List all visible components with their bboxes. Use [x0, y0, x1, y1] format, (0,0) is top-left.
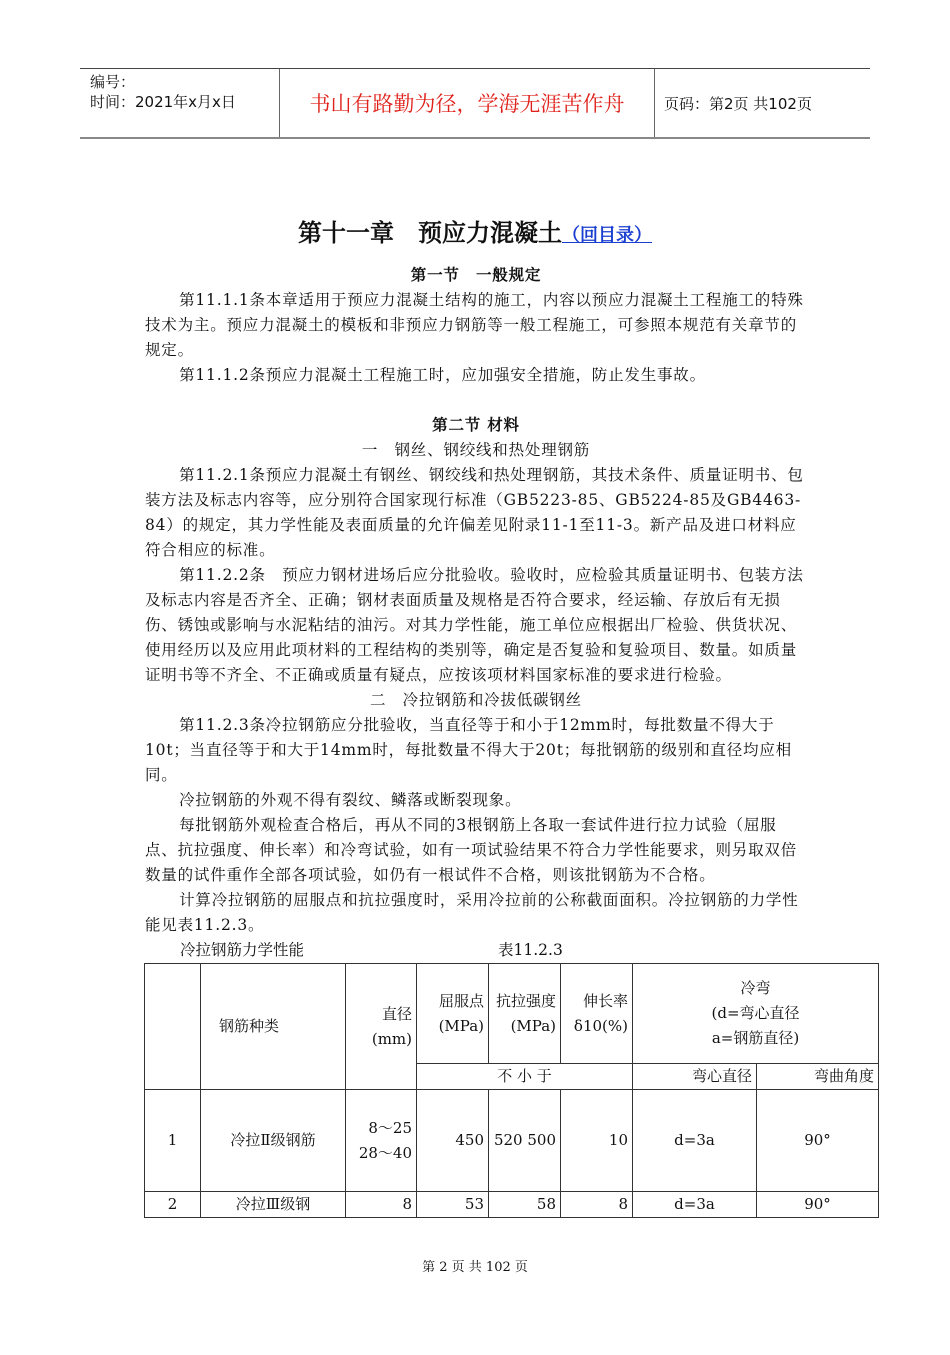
motto: 书山有路勤为径，学海无涯苦作舟 — [280, 69, 655, 137]
toc-link[interactable]: （回目录） — [562, 225, 652, 246]
header-bend-note: (d=弯心直径 — [711, 1004, 800, 1022]
header-bend-d: 弯心直径 — [633, 1064, 757, 1090]
header-bend-note: a=钢筋直径) — [711, 1029, 800, 1047]
cell-no: 1 — [145, 1090, 201, 1192]
table-caption: 冷拉钢筋力学性能 — [180, 941, 305, 959]
header-type: 钢筋种类 — [201, 964, 346, 1090]
cell-no: 2 — [145, 1192, 201, 1218]
subsection-heading: 一 钢丝、钢绞线和热处理钢筋 — [361, 441, 591, 459]
paragraph: 第11.1.2条预应力混凝土工程施工时，应加强安全措施，防止发生事故。 — [179, 366, 706, 384]
cell-angle: 90° — [757, 1192, 879, 1218]
paragraph: 第11.2.2条 预应力钢材进场后应分批验收。验收时，应检验其质量证明书、包装方法及标志内容是否齐全、正确；钢材表面质量及规格是否符合要求，经运输、存放后有无损伤、锈蚀或影响与水泥粘结的油污。对其力学性能，施工单位应根据出厂检验、供货状况、使用经历以及应用此项材料的工程结构的类别等，确定是否复验和复验项目、数量。如质量证明书等不齐全、不正确或质量有疑点，应按该项材料国家标准的要求进行检验。 — [145, 566, 804, 684]
table-row — [145, 1192, 879, 1218]
cell-elongation: 8 — [561, 1192, 633, 1218]
cell-angle: 90° — [757, 1090, 879, 1192]
paragraph: 计算冷拉钢筋的屈服点和抗拉强度时，采用冷拉前的公称截面面积。冷拉钢筋的力学性能见表11.2.3。 — [145, 891, 799, 934]
cell-tensile: 58 — [489, 1192, 561, 1218]
cell-elongation: 10 — [561, 1090, 633, 1192]
header-bend-angle: 弯曲角度 — [757, 1064, 879, 1090]
chapter-heading: 第十一章 预应力混凝土 — [298, 219, 562, 247]
cell-tensile: 520 500 — [489, 1090, 561, 1192]
header-bend — [633, 964, 879, 1064]
header-tensile: 抗拉强度(MPa) — [489, 964, 561, 1064]
table-row — [145, 1090, 879, 1192]
section-heading: 第一节 一般规定 — [410, 266, 542, 284]
page-footer: 第 2 页 共 102 页 — [422, 1260, 528, 1275]
table-number: 表11.2.3 — [498, 941, 563, 959]
paragraph: 第11.2.3条冷拉钢筋应分批验收，当直径等于和小于12mm时，每批数量不得大于10t；当直径等于和大于14mm时，每批数量不得大于20t；每批钢筋的级别和直径均应相同。 — [145, 716, 792, 784]
cell-bend-d: d=3a — [633, 1090, 757, 1192]
paragraph: 第11.2.1条预应力混凝土有钢丝、钢绞线和热处理钢筋，其技术条件、质量证明书、包装方法及标志内容等，应分别符合国家现行标准（GB5223-85、GB5224-85及GB4463-84）的规定，其力学性能及表面质量的允许偏差见附录11-1至11-3。新产品及进口材料应符合相应的标准。 — [145, 466, 804, 559]
cell-type: 冷拉Ⅲ级钢 — [201, 1192, 346, 1218]
subsection-heading: 二 冷拉钢筋和冷拔低碳钢丝 — [370, 691, 582, 709]
cell-yield: 53 — [417, 1192, 489, 1218]
cell-diameter: 8 — [346, 1192, 417, 1218]
paragraph: 每批钢筋外观检查合格后，再从不同的3根钢筋上各取一套试件进行拉力试验（屈服点、抗拉强度、伸长率）和冷弯试验，如有一项试验结果不符合力学性能要求，则另取双倍数量的试件重作全部各项试验，如仍有一根试件不合格，则该批钢筋为不合格。 — [145, 816, 798, 884]
document-body — [145, 263, 807, 938]
number-label: 编号： — [90, 73, 136, 91]
cell-diameter: 8～25 28～40 — [346, 1090, 417, 1192]
cell-yield: 450 — [417, 1090, 489, 1192]
header-min: 不 小 于 — [417, 1064, 633, 1090]
paragraph: 第11.1.1条本章适用于预应力混凝土结构的施工，内容以预应力混凝土工程施工的特殊技术为主。预应力混凝土的模板和非预应力钢筋等一般工程施工，可参照本规范有关章节的规定。 — [145, 291, 804, 359]
table-caption-line — [0, 938, 950, 963]
cell-bend-d: d=3a — [633, 1192, 757, 1218]
header-bend-title: 冷弯 — [740, 979, 771, 997]
section-heading: 第二节 材料 — [432, 416, 520, 434]
chapter-title — [0, 216, 950, 253]
header-elongation: 伸长率δ10(%) — [561, 964, 633, 1064]
cell-type: 冷拉Ⅱ级钢筋 — [201, 1090, 346, 1192]
header-yield: 屈服点(MPa) — [417, 964, 489, 1064]
properties-table — [144, 963, 879, 1218]
paragraph: 冷拉钢筋的外观不得有裂纹、鳞落或断裂现象。 — [179, 791, 522, 809]
page-info: 页码：第2页 共102页 — [664, 94, 812, 113]
header-diameter: 直径(mm) — [346, 964, 417, 1090]
date-label: 时间：2021年x月x日 — [90, 93, 236, 111]
